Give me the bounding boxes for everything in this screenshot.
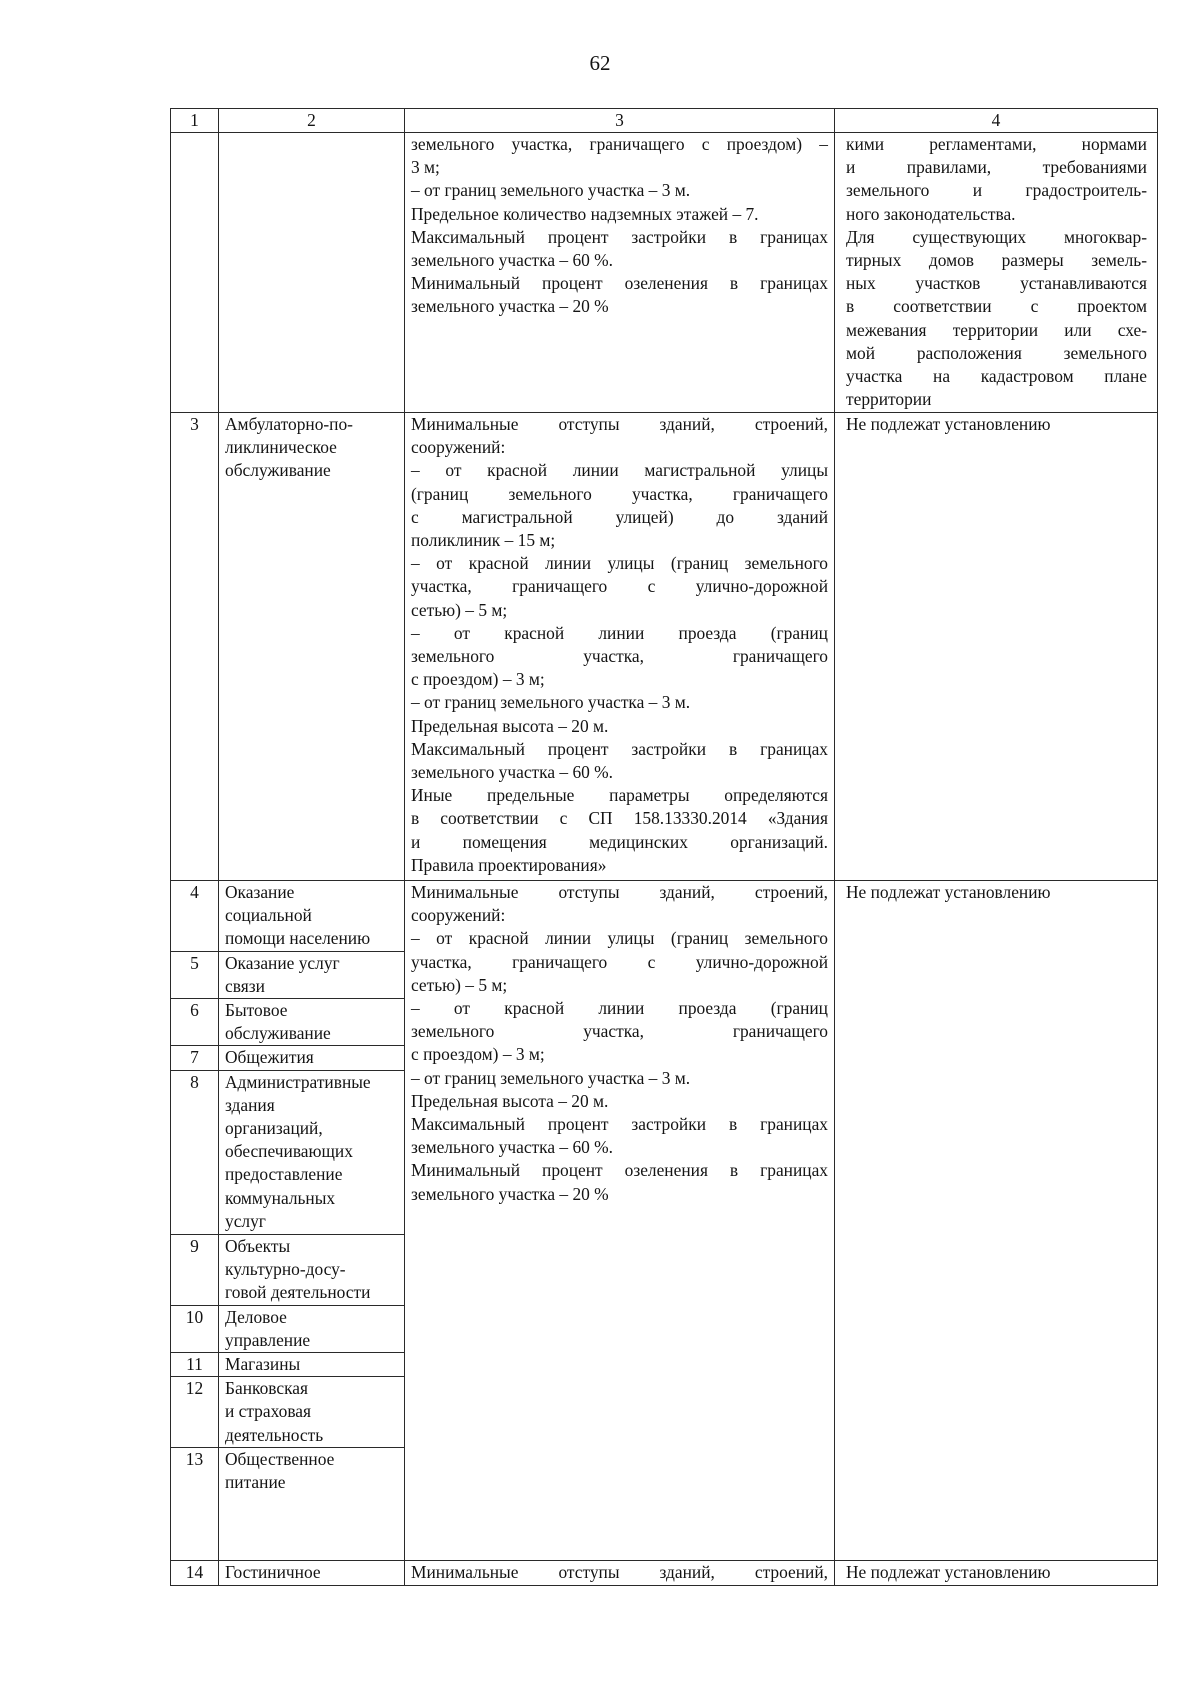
text-line: земельного участка, граничащего: [411, 646, 828, 667]
name-line: предоставление: [225, 1164, 343, 1185]
text-line: Минимальный процент озеленения в границах: [411, 273, 828, 294]
name-line: культурно-досу-: [225, 1258, 346, 1279]
text-line: мой расположения земельного: [846, 342, 1147, 363]
row-number: 6: [171, 999, 219, 1046]
row-number: 7: [171, 1046, 219, 1070]
name-line: здания: [225, 1094, 275, 1115]
notes-cell: Не подлежат установлению: [835, 413, 1158, 881]
use-type-name: [219, 881, 405, 952]
use-type-name: [219, 1377, 405, 1448]
page-number: 62: [589, 51, 611, 75]
use-type-name: [219, 1234, 405, 1305]
text-line: – от красной линии проезда (границ: [411, 998, 828, 1019]
row-number: 4: [171, 881, 219, 952]
header-cell-1: 1: [171, 109, 219, 133]
text-line: – от красной линии улицы (границ земельного: [411, 553, 828, 574]
text-line: участка, граничащего с улично-дорожной: [411, 576, 828, 597]
row-number: 5: [171, 951, 219, 998]
text-line: – от границ земельного участка – 3 м.: [411, 180, 691, 201]
continuation-notes-cell: [835, 133, 1158, 413]
text-line: и помещения медицинских организаций.: [411, 831, 828, 852]
continuation-params-cell: [405, 133, 835, 413]
name-line: Объекты: [225, 1235, 291, 1256]
use-type-name: [219, 1353, 405, 1377]
name-line: ликлиническое: [225, 437, 337, 458]
text-line: Предельная высота – 20 м.: [411, 1090, 609, 1111]
text-line: земельного участка, граничащего: [411, 1021, 828, 1042]
text-line: в соответствии с СП 158.13330.2014 «Здания: [411, 808, 828, 829]
text-line: земельного участка – 60 %.: [411, 250, 614, 271]
row-number: 3: [171, 413, 219, 881]
header-cell-2: 2: [219, 109, 405, 133]
use-type-name: [219, 1561, 405, 1586]
text-line: ного законодательства.: [846, 203, 1016, 224]
text-line: ных участков устанавливаются: [846, 273, 1147, 294]
text-line: земельного участка, граничащего с проездом) –: [411, 134, 828, 154]
text-line: с магистральной улицей) до зданий: [411, 506, 828, 527]
text-line: в соответствии с проектом: [846, 296, 1147, 317]
name-line: Магазины: [225, 1354, 301, 1375]
text-line: – от границ земельного участка – 3 м.: [411, 692, 691, 713]
use-type-name: [219, 1070, 405, 1234]
use-type-name: [219, 951, 405, 998]
name-line: Амбулаторно-по-: [225, 414, 353, 434]
name-line: Общественное: [225, 1449, 335, 1470]
row-number: 13: [171, 1448, 219, 1561]
row-number: 10: [171, 1305, 219, 1352]
name-line: деятельность: [225, 1424, 324, 1445]
table-row-14: [171, 1561, 1158, 1586]
text-line: Максимальный процент застройки в границах: [411, 738, 828, 759]
text-line: Правила проектирования»: [411, 854, 607, 875]
text-line: тирных домов размеры земель-: [846, 250, 1147, 271]
text-line: Иные предельные параметры определяются: [411, 785, 828, 806]
continuation-num-cell: [171, 133, 219, 413]
name-line: Банковская: [225, 1378, 309, 1399]
name-line: обеспечивающих: [225, 1141, 353, 1162]
name-line: Общежития: [225, 1047, 314, 1068]
text-line: земельного участка – 20 %: [411, 296, 609, 317]
text-line: Минимальный процент озеленения в границах: [411, 1160, 828, 1181]
parameters-cell: [405, 413, 835, 881]
text-line: межевания территории или схе-: [846, 319, 1147, 340]
header-row: [171, 109, 1158, 133]
parameters-cell: [405, 1561, 835, 1586]
text-line: земельного и градостроитель-: [846, 180, 1147, 201]
row-number: 11: [171, 1353, 219, 1377]
text-line: (границ земельного участка, граничащего: [411, 483, 828, 504]
text-line: Предельное количество надземных этажей – 7.: [411, 203, 759, 224]
table-row-4: [171, 881, 1158, 952]
name-line: обслуживание: [225, 1023, 331, 1044]
name-line: питание: [225, 1472, 286, 1493]
text-line: сетью) – 5 м;: [411, 974, 508, 995]
notes-cell: Не подлежат установлению: [835, 1561, 1158, 1586]
name-line: управление: [225, 1329, 311, 1350]
name-line: услуг: [225, 1210, 266, 1231]
text-line: Максимальный процент застройки в границах: [411, 1114, 828, 1135]
group-notes-cell: Не подлежат установлению: [835, 881, 1158, 1561]
name-line: обслуживание: [225, 460, 331, 481]
text-line: с проездом) – 3 м;: [411, 1044, 545, 1065]
text-line: участка, граничащего с улично-дорожной: [411, 951, 828, 972]
name-line: Бытовое: [225, 1000, 288, 1021]
text-line: Минимальные отступы зданий, строений,: [411, 1562, 828, 1583]
continuation-name-cell: [219, 133, 405, 413]
use-type-name: [219, 1046, 405, 1070]
text-line: Для существующих многоквар-: [846, 226, 1147, 247]
text-line: – от границ земельного участка – 3 м.: [411, 1067, 691, 1088]
group-parameters-cell: [405, 881, 835, 1561]
text-line: сетью) – 5 м;: [411, 599, 508, 620]
row-number: 9: [171, 1234, 219, 1305]
text-line: – от красной линии магистральной улицы: [411, 460, 828, 481]
row-number: 8: [171, 1070, 219, 1234]
text-line: и правилами, требованиями: [846, 157, 1147, 178]
name-line: Оказание: [225, 882, 295, 902]
name-line: коммунальных: [225, 1187, 336, 1208]
use-type-name: [219, 413, 405, 881]
text-line: Минимальные отступы зданий, строений,: [411, 414, 828, 434]
use-type-name: [219, 1448, 405, 1561]
text-line: участка на кадастровом плане: [846, 366, 1147, 387]
text-line: с проездом) – 3 м;: [411, 669, 545, 690]
text-line: сооружений:: [411, 437, 506, 458]
table-row-3: [171, 413, 1158, 881]
name-line: и страховая: [225, 1401, 312, 1422]
name-line: организаций,: [225, 1118, 323, 1139]
name-line: социальной: [225, 905, 312, 926]
regulations-table: [170, 108, 1158, 1586]
text-line: земельного участка – 60 %.: [411, 762, 614, 783]
name-line: помощи населению: [225, 928, 371, 949]
text-line: 3 м;: [411, 157, 440, 178]
name-line: Деловое: [225, 1306, 287, 1327]
text-line: территории: [846, 389, 932, 410]
use-type-name: [219, 999, 405, 1046]
use-type-name: [219, 1305, 405, 1352]
text-line: земельного участка – 60 %.: [411, 1137, 614, 1158]
row-number: 14: [171, 1561, 219, 1586]
text-line: кими регламентами, нормами: [846, 134, 1147, 154]
header-cell-3: 3: [405, 109, 835, 133]
name-line: Административные: [225, 1071, 371, 1092]
name-line: говой деятельности: [225, 1282, 371, 1303]
text-line: поликлиник – 15 м;: [411, 530, 556, 551]
text-line: Предельная высота – 20 м.: [411, 715, 609, 736]
name-line: Гостиничное: [225, 1562, 321, 1583]
text-line: земельного участка – 20 %: [411, 1183, 609, 1204]
text-line: – от красной линии проезда (границ: [411, 622, 828, 643]
text-line: – от красной линии улицы (границ земельного: [411, 928, 828, 949]
text-line: Максимальный процент застройки в границах: [411, 226, 828, 247]
row-number: 12: [171, 1377, 219, 1448]
text-line: Минимальные отступы зданий, строений,: [411, 882, 828, 902]
header-cell-4: 4: [835, 109, 1158, 133]
continuation-row: [171, 133, 1158, 413]
text-line: сооружений:: [411, 905, 506, 926]
name-line: связи: [225, 975, 265, 996]
name-line: Оказание услуг: [225, 952, 340, 973]
